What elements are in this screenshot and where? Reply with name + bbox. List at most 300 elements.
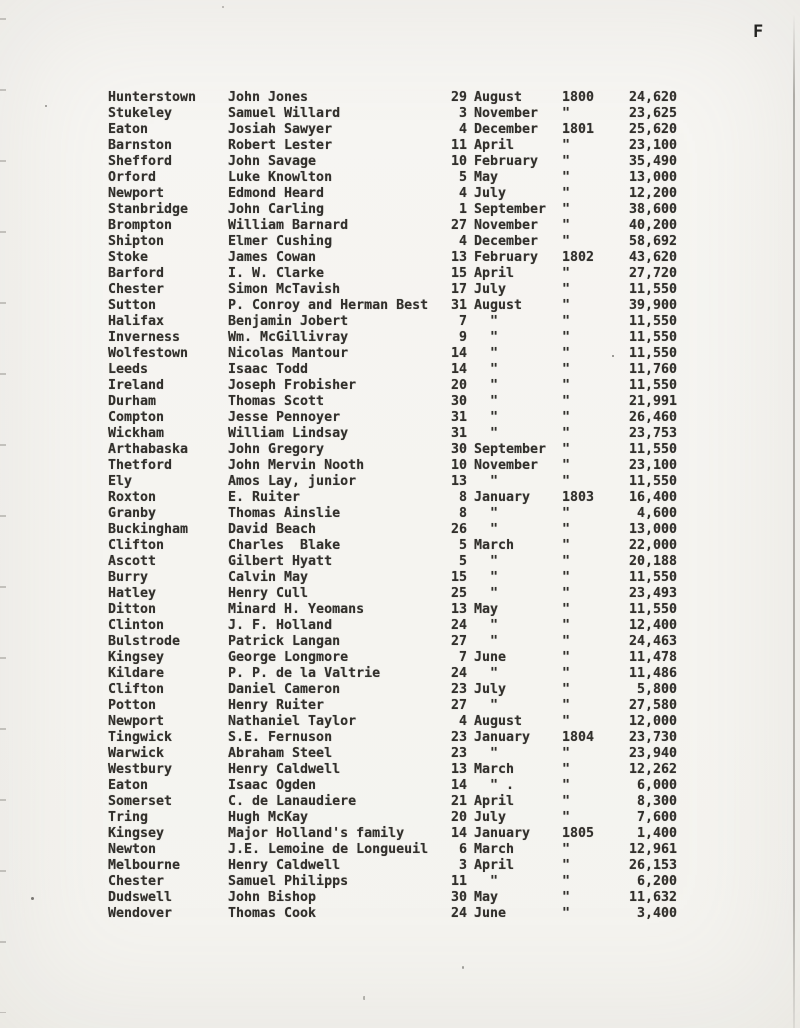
cell-day: 20: [450, 810, 467, 825]
cell-day: 30: [450, 394, 467, 409]
cell-acres: 11,550: [628, 474, 677, 489]
cell-month: January: [474, 826, 531, 841]
cell-day: 14: [450, 346, 467, 361]
cell-month: March: [474, 762, 515, 777]
table-row: [0, 522, 800, 538]
cell-township: Shipton: [108, 234, 165, 249]
cell-day: 13: [450, 602, 467, 617]
cell-township: Kildare: [108, 666, 165, 681]
cell-day: 20: [450, 378, 467, 393]
cell-year: ": [562, 810, 571, 825]
table-row: [0, 506, 800, 522]
cell-township: Clifton: [108, 682, 165, 697]
cell-month: March: [474, 538, 515, 553]
cell-day: 14: [450, 362, 467, 377]
cell-year: ": [562, 186, 571, 201]
cell-township: Wickham: [108, 426, 165, 441]
cell-grantee: Samuel Philipps: [228, 874, 349, 889]
cell-township: Somerset: [108, 794, 173, 809]
cell-year: ": [562, 634, 571, 649]
table-row: [0, 314, 800, 330]
cell-township: Wolfestown: [108, 346, 189, 361]
cell-acres: 22,000: [628, 538, 677, 553]
cell-year: ": [562, 858, 571, 873]
cell-grantee: Jesse Pennoyer: [228, 410, 341, 425]
cell-township: Potton: [108, 698, 157, 713]
cell-day: 24: [450, 906, 467, 921]
cell-day: 31: [450, 298, 467, 313]
cell-grantee: Robert Lester: [228, 138, 333, 153]
cell-month: ": [490, 410, 499, 425]
cell-year: ": [562, 618, 571, 633]
table-row: [0, 554, 800, 570]
cell-month: May: [474, 170, 499, 185]
cell-grantee: Hugh McKay: [228, 810, 309, 825]
cell-month: ": [490, 666, 499, 681]
scan-speck: [222, 6, 224, 8]
cell-month: ": [490, 570, 499, 585]
cell-acres: 23,100: [628, 138, 677, 153]
cell-month: ": [490, 346, 499, 361]
cell-day: 14: [450, 778, 467, 793]
cell-grantee: Calvin May: [228, 570, 309, 585]
cell-acres: 8,300: [636, 794, 677, 809]
table-row: [0, 330, 800, 346]
cell-month: April: [474, 858, 515, 873]
cell-month: ": [490, 874, 499, 889]
cell-grantee: Amos Lay, junior: [228, 474, 357, 489]
cell-acres: 24,620: [628, 90, 677, 105]
cell-grantee: David Beach: [228, 522, 317, 537]
table-row: [0, 362, 800, 378]
table-row: [0, 266, 800, 282]
cell-month: June: [474, 650, 507, 665]
cell-grantee: Thomas Cook: [228, 906, 317, 921]
cell-day: 1: [458, 202, 467, 217]
cell-grantee: Joseph Frobisher: [228, 378, 357, 393]
cell-grantee: Nathaniel Taylor: [228, 714, 357, 729]
cell-acres: 12,262: [628, 762, 677, 777]
cell-month: September: [474, 202, 547, 217]
cell-township: Orford: [108, 170, 157, 185]
table-row: [0, 106, 800, 122]
cell-year: ": [562, 746, 571, 761]
cell-year: ": [562, 522, 571, 537]
table-row: [0, 826, 800, 842]
cell-day: 4: [458, 122, 467, 137]
cell-grantee: Isaac Ogden: [228, 778, 317, 793]
cell-day: 15: [450, 570, 467, 585]
table-row: [0, 250, 800, 266]
cell-month: ": [490, 746, 499, 761]
table-row: [0, 346, 800, 362]
cell-grantee: William Barnard: [228, 218, 349, 233]
cell-day: 27: [450, 698, 467, 713]
cell-day: 5: [458, 554, 467, 569]
cell-year: ": [562, 362, 571, 377]
cell-acres: 11,632: [628, 890, 677, 905]
cell-township: Hunterstown: [108, 90, 197, 105]
cell-year: 1803: [562, 490, 595, 505]
cell-day: 24: [450, 618, 467, 633]
table-row: [0, 842, 800, 858]
cell-township: Granby: [108, 506, 157, 521]
cell-acres: 11,550: [628, 378, 677, 393]
cell-grantee: J.E. Lemoine de Longueuil: [228, 842, 429, 857]
table-row: [0, 282, 800, 298]
cell-month: December: [474, 234, 539, 249]
table-row: [0, 746, 800, 762]
cell-grantee: Josiah Sawyer: [228, 122, 333, 137]
cell-day: 23: [450, 730, 467, 745]
table-row: [0, 138, 800, 154]
cell-grantee: P. P. de la Valtrie: [228, 666, 381, 681]
cell-month: February: [474, 154, 539, 169]
cell-grantee: J. F. Holland: [228, 618, 333, 633]
cell-grantee: Nicolas Mantour: [228, 346, 349, 361]
cell-month: ": [490, 554, 499, 569]
cell-day: 10: [450, 154, 467, 169]
table-row: [0, 218, 800, 234]
cell-grantee: Thomas Ainslie: [228, 506, 341, 521]
cell-month: ": [490, 330, 499, 345]
cell-grantee: S.E. Fernuson: [228, 730, 333, 745]
cell-acres: 11,550: [628, 282, 677, 297]
cell-year: ": [562, 778, 571, 793]
table-row: [0, 730, 800, 746]
cell-township: Thetford: [108, 458, 173, 473]
cell-year: ": [562, 586, 571, 601]
cell-day: 3: [458, 106, 467, 121]
cell-township: Durham: [108, 394, 157, 409]
cell-acres: 27,720: [628, 266, 677, 281]
cell-township: Brompton: [108, 218, 173, 233]
cell-year: ": [562, 890, 571, 905]
cell-year: ": [562, 346, 571, 361]
cell-grantee: Benjamin Jobert: [228, 314, 349, 329]
cell-township: Chester: [108, 874, 165, 889]
cell-month: November: [474, 458, 539, 473]
cell-day: 5: [458, 538, 467, 553]
cell-acres: 12,961: [628, 842, 677, 857]
cell-township: Tring: [108, 810, 149, 825]
cell-month: August: [474, 298, 523, 313]
table-row: [0, 602, 800, 618]
cell-acres: 5,800: [636, 682, 677, 697]
cell-grantee: I. W. Clarke: [228, 266, 325, 281]
cell-day: 27: [450, 634, 467, 649]
cell-day: 23: [450, 746, 467, 761]
table-row: [0, 634, 800, 650]
cell-year: ": [562, 266, 571, 281]
cell-month: August: [474, 714, 523, 729]
cell-year: 1802: [562, 250, 595, 265]
cell-township: Roxton: [108, 490, 157, 505]
cell-acres: 13,000: [628, 170, 677, 185]
cell-acres: 23,100: [628, 458, 677, 473]
cell-grantee: Major Holland's family: [228, 826, 405, 841]
cell-year: ": [562, 154, 571, 169]
cell-acres: 23,625: [628, 106, 677, 121]
cell-grantee: Daniel Cameron: [228, 682, 341, 697]
land-grant-table: [0, 90, 800, 922]
cell-year: ": [562, 282, 571, 297]
cell-month: ": [490, 586, 499, 601]
cell-month: November: [474, 106, 539, 121]
cell-year: ": [562, 458, 571, 473]
cell-grantee: John Gregory: [228, 442, 325, 457]
cell-grantee: John Savage: [228, 154, 317, 169]
table-row: [0, 426, 800, 442]
cell-grantee: E. Ruiter: [228, 490, 301, 505]
cell-acres: 40,200: [628, 218, 677, 233]
cell-acres: 16,400: [628, 490, 677, 505]
cell-year: ": [562, 554, 571, 569]
cell-acres: 11,478: [628, 650, 677, 665]
table-row: [0, 458, 800, 474]
cell-township: Newport: [108, 714, 165, 729]
cell-township: Arthabaska: [108, 442, 189, 457]
cell-day: 6: [458, 842, 467, 857]
cell-year: 1800: [562, 90, 595, 105]
cell-grantee: Patrick Langan: [228, 634, 341, 649]
cell-township: Shefford: [108, 154, 173, 169]
cell-month: ": [490, 426, 499, 441]
cell-acres: 26,153: [628, 858, 677, 873]
cell-month: ": [490, 474, 499, 489]
cell-month: July: [474, 186, 507, 201]
cell-day: 11: [450, 138, 467, 153]
cell-grantee: John Bishop: [228, 890, 317, 905]
cell-year: ": [562, 378, 571, 393]
cell-grantee: Henry Caldwell: [228, 762, 341, 777]
table-row: [0, 698, 800, 714]
cell-grantee: Henry Cull: [228, 586, 309, 601]
cell-township: Sutton: [108, 298, 157, 313]
cell-acres: 20,188: [628, 554, 677, 569]
table-row: [0, 810, 800, 826]
cell-day: 27: [450, 218, 467, 233]
cell-day: 23: [450, 682, 467, 697]
table-row: [0, 474, 800, 490]
cell-grantee: Henry Caldwell: [228, 858, 341, 873]
cell-acres: 43,620: [628, 250, 677, 265]
cell-day: 26: [450, 522, 467, 537]
cell-month: November: [474, 218, 539, 233]
cell-day: 30: [450, 442, 467, 457]
cell-township: Melbourne: [108, 858, 181, 873]
cell-township: Burry: [108, 570, 149, 585]
cell-acres: 6,200: [636, 874, 677, 889]
cell-acres: 4,600: [636, 506, 677, 521]
cell-township: Eaton: [108, 778, 149, 793]
cell-township: Bulstrode: [108, 634, 181, 649]
cell-grantee: Isaac Todd: [228, 362, 309, 377]
cell-township: Newport: [108, 186, 165, 201]
cell-year: ": [562, 410, 571, 425]
table-row: [0, 170, 800, 186]
cell-township: Hatley: [108, 586, 157, 601]
table-row: [0, 202, 800, 218]
cell-grantee: James Cowan: [228, 250, 317, 265]
cell-day: 31: [450, 410, 467, 425]
cell-day: 4: [458, 234, 467, 249]
cell-year: ": [562, 714, 571, 729]
cell-month: ": [490, 394, 499, 409]
cell-year: 1805: [562, 826, 595, 841]
cell-day: 13: [450, 762, 467, 777]
cell-township: Dudswell: [108, 890, 173, 905]
cell-month: December: [474, 122, 539, 137]
cell-day: 10: [450, 458, 467, 473]
cell-acres: 23,753: [628, 426, 677, 441]
cell-year: 1804: [562, 730, 595, 745]
cell-acres: 11,550: [628, 330, 677, 345]
table-row: [0, 794, 800, 810]
cell-acres: 11,550: [628, 346, 677, 361]
cell-acres: 26,460: [628, 410, 677, 425]
table-row: [0, 186, 800, 202]
cell-grantee: Edmond Heard: [228, 186, 325, 201]
cell-acres: 27,580: [628, 698, 677, 713]
cell-township: Chester: [108, 282, 165, 297]
cell-day: 3: [458, 858, 467, 873]
cell-township: Ireland: [108, 378, 165, 393]
cell-day: 31: [450, 426, 467, 441]
cell-township: Warwick: [108, 746, 165, 761]
cell-year: ": [562, 442, 571, 457]
table-row: [0, 154, 800, 170]
cell-acres: 35,490: [628, 154, 677, 169]
table-row: [0, 618, 800, 634]
cell-township: Eaton: [108, 122, 149, 137]
cell-grantee: Elmer Cushing: [228, 234, 333, 249]
cell-day: 13: [450, 250, 467, 265]
cell-township: Wendover: [108, 906, 173, 921]
cell-month: ": [490, 634, 499, 649]
cell-month: January: [474, 730, 531, 745]
cell-township: Buckingham: [108, 522, 189, 537]
cell-township: Barford: [108, 266, 165, 281]
cell-day: 11: [450, 874, 467, 889]
cell-year: ": [562, 538, 571, 553]
cell-grantee: Simon McTavish: [228, 282, 341, 297]
table-row: [0, 682, 800, 698]
table-row: [0, 234, 800, 250]
cell-grantee: Wm. McGillivray: [228, 330, 349, 345]
table-row: [0, 778, 800, 794]
cell-grantee: John Mervin Nooth: [228, 458, 365, 473]
cell-acres: 39,900: [628, 298, 677, 313]
cell-month: July: [474, 810, 507, 825]
cell-month: March: [474, 842, 515, 857]
cell-year: ": [562, 794, 571, 809]
cell-township: Stanbridge: [108, 202, 189, 217]
cell-grantee: Minard H. Yeomans: [228, 602, 365, 617]
cell-acres: 23,730: [628, 730, 677, 745]
table-row: [0, 410, 800, 426]
cell-acres: 11,760: [628, 362, 677, 377]
cell-year: ": [562, 218, 571, 233]
cell-township: Compton: [108, 410, 165, 425]
cell-month: ": [490, 378, 499, 393]
cell-month: May: [474, 602, 499, 617]
cell-acres: 11,550: [628, 570, 677, 585]
cell-grantee: Charles Blake: [228, 538, 341, 553]
cell-year: ": [562, 138, 571, 153]
cell-year: ": [562, 234, 571, 249]
cell-grantee: Luke Knowlton: [228, 170, 333, 185]
cell-month: June: [474, 906, 507, 921]
cell-acres: 1,400: [636, 826, 677, 841]
cell-acres: 13,000: [628, 522, 677, 537]
scan-speck: [462, 966, 464, 969]
cell-acres: 21,991: [628, 394, 677, 409]
cell-year: ": [562, 698, 571, 713]
cell-year: ": [562, 570, 571, 585]
cell-acres: 11,486: [628, 666, 677, 681]
cell-month: April: [474, 138, 515, 153]
cell-day: 24: [450, 666, 467, 681]
cell-month: ": [490, 698, 499, 713]
cell-township: Stukeley: [108, 106, 173, 121]
cell-township: Halifax: [108, 314, 165, 329]
cell-grantee: George Longmore: [228, 650, 349, 665]
table-row: [0, 122, 800, 138]
table-row: [0, 538, 800, 554]
cell-day: 30: [450, 890, 467, 905]
cell-grantee: P. Conroy and Herman Best: [228, 298, 429, 313]
cell-year: ": [562, 394, 571, 409]
cell-grantee: Gilbert Hyatt: [228, 554, 333, 569]
cell-day: 7: [458, 650, 467, 665]
cell-township: Westbury: [108, 762, 173, 777]
table-row: [0, 90, 800, 106]
cell-grantee: Abraham Steel: [228, 746, 333, 761]
cell-township: Leeds: [108, 362, 149, 377]
cell-month: July: [474, 282, 507, 297]
cell-acres: 11,550: [628, 314, 677, 329]
cell-acres: 12,400: [628, 618, 677, 633]
cell-year: ": [562, 762, 571, 777]
cell-acres: 12,000: [628, 714, 677, 729]
cell-day: 17: [450, 282, 467, 297]
cell-day: 25: [450, 586, 467, 601]
cell-acres: 11,550: [628, 602, 677, 617]
cell-acres: 3,400: [636, 906, 677, 921]
cell-month: ": [490, 506, 499, 521]
cell-township: Clinton: [108, 618, 165, 633]
cell-month: August: [474, 90, 523, 105]
cell-year: ": [562, 474, 571, 489]
cell-township: Ditton: [108, 602, 157, 617]
cell-year: ": [562, 666, 571, 681]
cell-month: January: [474, 490, 531, 505]
cell-day: 7: [458, 314, 467, 329]
cell-grantee: Samuel Willard: [228, 106, 341, 121]
cell-month: ": [490, 314, 499, 329]
cell-year: ": [562, 682, 571, 697]
cell-day: 5: [458, 170, 467, 185]
cell-grantee: Thomas Scott: [228, 394, 325, 409]
cell-day: 8: [458, 490, 467, 505]
cell-township: Kingsey: [108, 826, 165, 841]
cell-year: ": [562, 602, 571, 617]
cell-township: Newton: [108, 842, 157, 857]
table-row: [0, 762, 800, 778]
cell-township: Ascott: [108, 554, 157, 569]
cell-day: 15: [450, 266, 467, 281]
